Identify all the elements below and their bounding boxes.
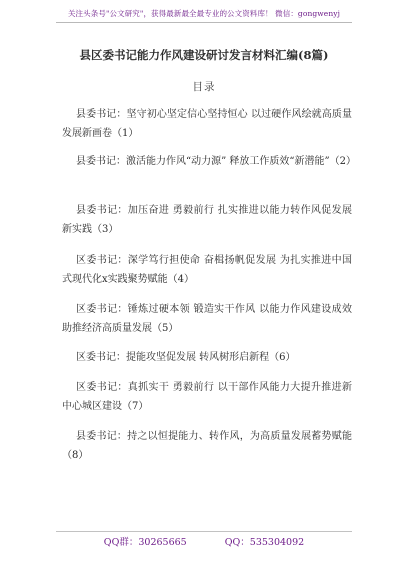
- footer-qq-number: QQ：535304092: [224, 537, 305, 548]
- toc-entry-1[interactable]: 县委书记：坚守初心坚定信心坚持恒心 以过硬作风绘就高质量发展新画卷（1）: [62, 109, 352, 139]
- toc-entry-4[interactable]: 区委书记：深学笃行担使命 奋楫扬帆促发展 为扎实推进中国式现代化x实践聚势赋能（4）: [62, 255, 352, 285]
- toc-heading: 目录: [192, 81, 216, 93]
- footer-divider: [56, 531, 352, 532]
- toc-entry-7[interactable]: 区委书记：真抓实干 勇毅前行 以干部作风能力大提升推进新中心城区建设（7）: [62, 382, 352, 412]
- header-notice: 关注头条号"公文研究"，获得最新最全最专业的公文资料库！ 微信：gongwenyj: [67, 9, 341, 18]
- toc-entry-6[interactable]: 区委书记：提能攻坚促发展 转风树形启新程（6）: [76, 352, 296, 363]
- toc-entry-5[interactable]: 区委书记：锤炼过硬本领 锻造实干作风 以能力作风建设成效助推经济高质量发展（5）: [62, 304, 352, 334]
- toc-entry-2[interactable]: 县委书记：激活能力作风“动力源” 释放工作质效“新潜能”（2）: [76, 156, 356, 167]
- toc-entry-3[interactable]: 县委书记：加压奋进 勇毅前行 扎实推进以能力转作风促发展新实践（3）: [62, 205, 352, 235]
- header-divider: [56, 22, 352, 23]
- document-title: 县区委书记能力作风建设研讨发言材料汇编(8篇): [79, 48, 329, 62]
- footer-contact: [0, 534, 408, 548]
- toc-entry-8[interactable]: 县委书记：持之以恒提能力、转作风，为高质量发展蓄势赋能（8）: [62, 431, 352, 461]
- footer-qq-group: QQ群：30265665: [103, 537, 187, 548]
